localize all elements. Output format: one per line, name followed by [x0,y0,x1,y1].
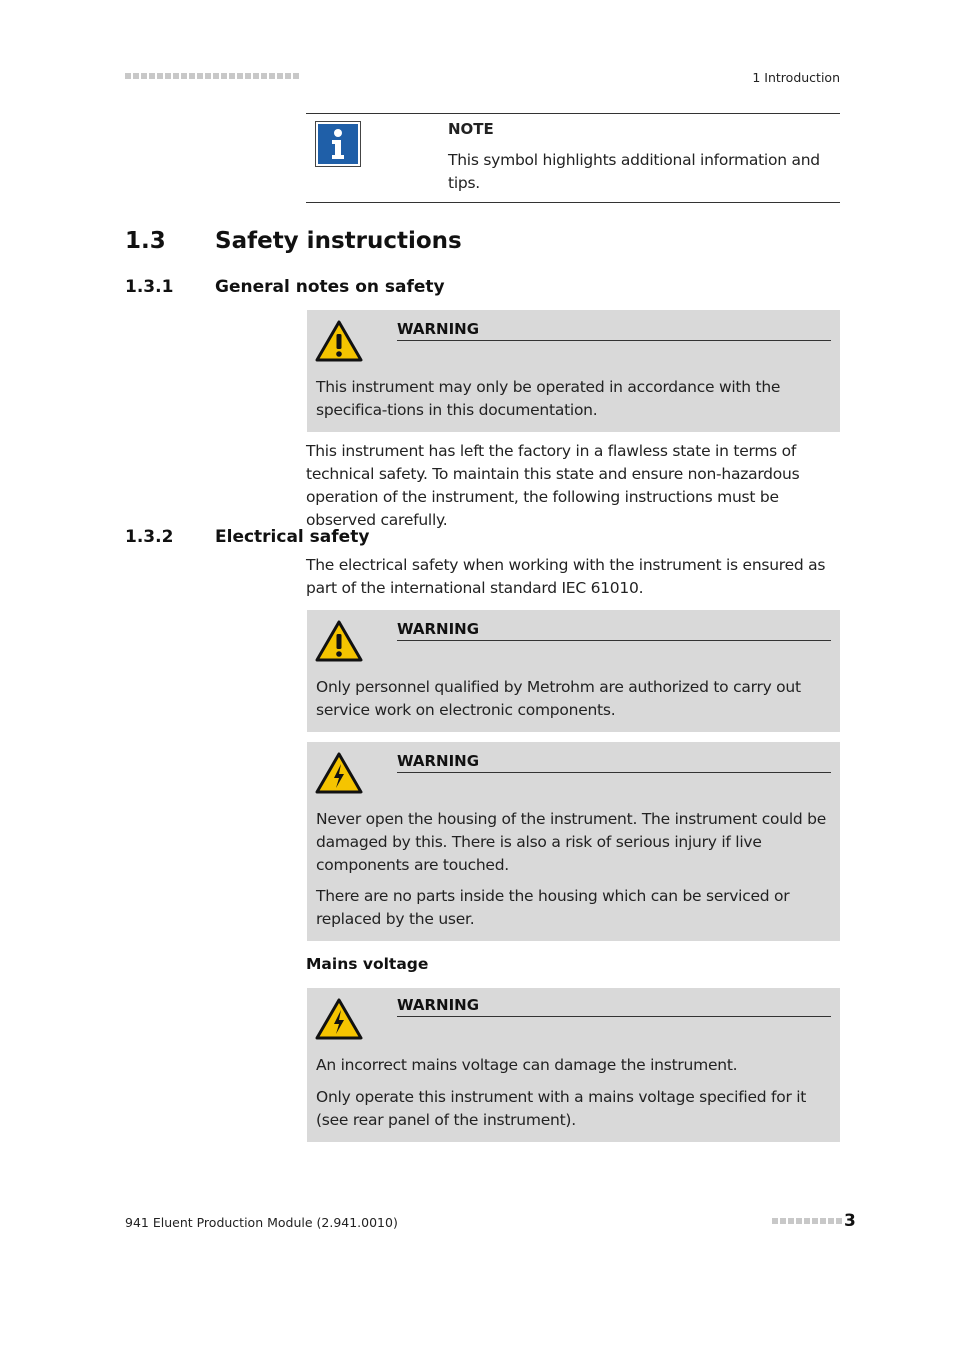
warning-text-3b: There are no parts inside the housing which can be serviced or replaced by the user. [316,887,790,928]
warning-box-4 [307,988,840,1142]
footer-product: 941 Eluent Production Module (2.941.0010) [125,1215,398,1230]
safety-body-text: This instrument has left the factory in a flawless state in terms of technical safety. To maintain this state and ensure non-hazardous operation of the instrument, the following instructions must be observed carefully. [306,442,800,529]
warning-text-1: This instrument may only be operated in accordance with the specifica-tions in this documentation. [316,378,781,419]
warning-text-4b: Only operate this instrument with a mains voltage specified for it (see rear panel of the instrument). [316,1088,807,1129]
section-number: 1.3 [125,228,166,254]
subsection-1-number: 1.3.1 [125,277,174,297]
warning-box-1 [307,310,840,432]
warning-box-2 [307,610,840,732]
warning-text-2: Only personnel qualified by Metrohm are authorized to carry out service work on electronic components. [316,678,801,719]
warning-title-1: WARNING [397,320,831,341]
warning-triangle-icon [315,620,363,666]
warning-text-4a: An incorrect mains voltage can damage the instrument. [316,1056,738,1074]
warning-box-3 [307,742,840,941]
page-number: 3 [844,1211,856,1231]
warning-text-3a: Never open the housing of the instrument. The instrument could be damaged by this. There is also a risk of serious injury if live components are touched. [316,810,827,874]
info-icon [315,121,361,167]
subsection-2-number: 1.3.2 [125,527,174,547]
warning-triangle-icon [315,320,363,366]
subsection-2-title: Electrical safety [215,527,370,547]
high-voltage-icon [315,752,363,798]
note-title: NOTE [448,120,494,138]
note-text: This symbol highlights additional information and tips. [448,151,820,192]
mains-voltage-heading: Mains voltage [306,955,429,973]
header-decoration [125,73,299,79]
section-title: Safety instructions [215,228,462,254]
high-voltage-icon [315,998,363,1044]
subsection-1-title: General notes on safety [215,277,445,297]
footer-decoration [772,1218,842,1224]
header-chapter: 1 Introduction [752,70,840,85]
electrical-body-text: The electrical safety when working with the instrument is ensured as part of the international standard IEC 61010. [306,556,826,597]
warning-title-2: WARNING [397,620,831,641]
note-box [306,113,840,203]
warning-title-4: WARNING [397,996,831,1017]
warning-title-3: WARNING [397,752,831,773]
